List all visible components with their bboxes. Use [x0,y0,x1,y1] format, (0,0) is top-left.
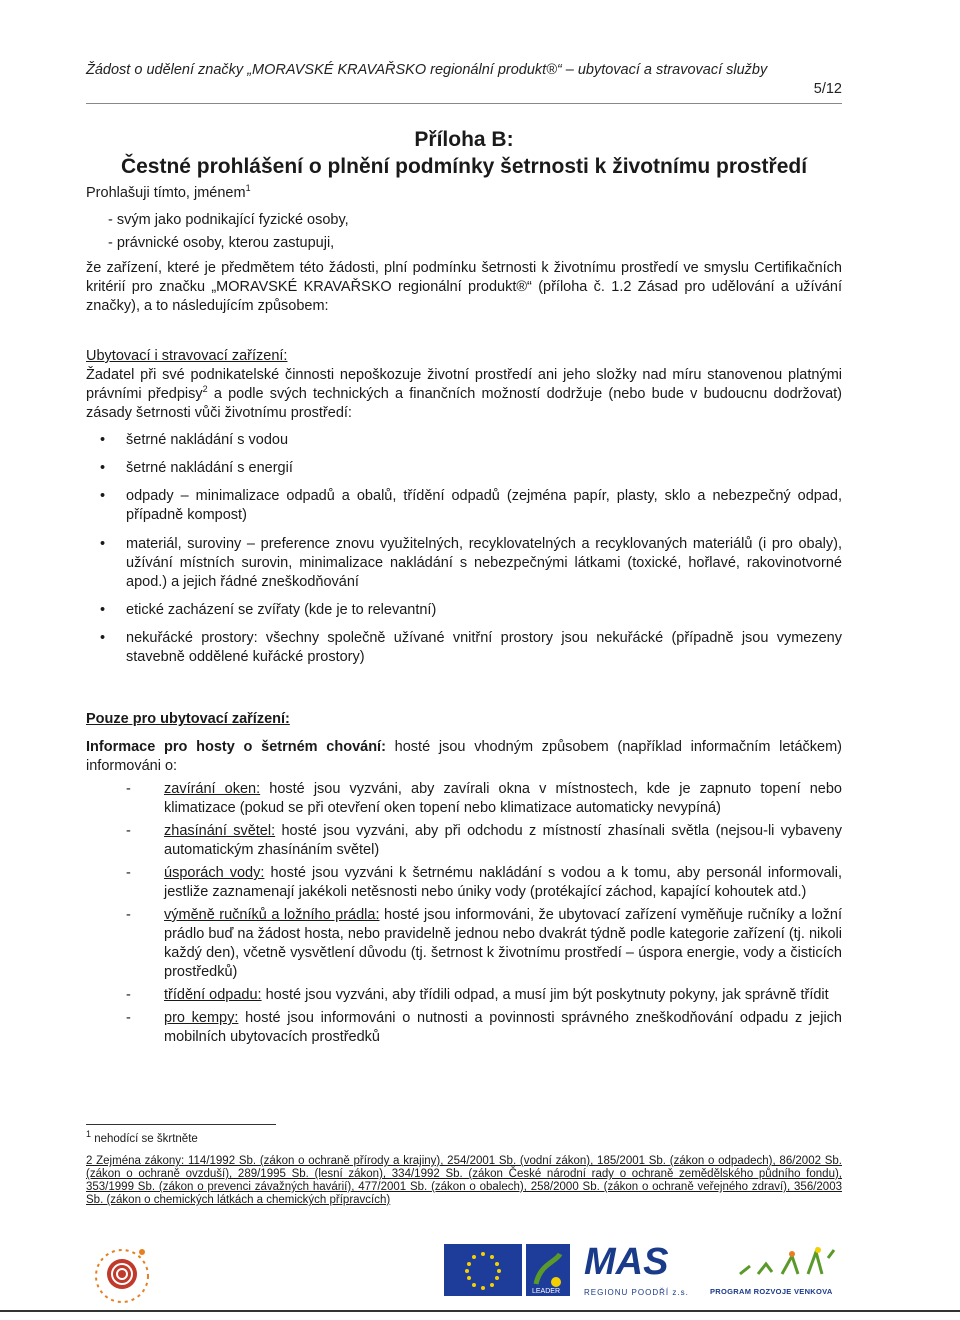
item-text: hosté jsou vyzváni, aby zavírali okna v místnostech, kde je zapnuto topení nebo klimatizace (pokud se při otevření oken topení nebo klimatizace automaticky nevypíná) [164,781,842,816]
bullet-text: šetrné nakládání s vodou [126,432,289,448]
list-item [86,601,842,620]
footnote-divider [86,1124,276,1125]
dash-icon: - [126,781,131,797]
page-number: 5/12 [813,81,842,97]
section1-text-b: a podle svých technických a finančních možností dodržuje (nebo bude v budoucnu dodržovat) zásady šetrnosti vůči životnímu prostředí: [86,386,842,421]
item-text: hosté jsou informováni, že ubytovací zařízení vyměňuje ručníky a ložní prádlo buď na žádost hosta, nebo pravidelně jednou nebo dvakrát týdně podle kategorie zařízení (tj. nikoli každý den), včetně vysvětlení důvodu (tj. šetrnost k životnímu prostředí – úspora energie, vody a čisticích prostředků) [164,907,843,980]
declare-text: Prohlašuji tímto, jménem [86,185,246,201]
bullet-text: nekuřácké prostory: všechny společně užívané vnitřní prostory jsou nekuřácké (případně jsou vymezeny stavebně oddělené kuřácké prostory) [126,630,842,665]
list-item [86,906,842,982]
bullet-icon: • [100,432,106,448]
logo-strip [86,1238,842,1308]
option-natural-person: - svým jako podnikající fyzické osoby, [108,212,349,228]
dash-icon: - [126,865,131,881]
section1-text-a: Žadatel při své podnikatelské činnosti nepoškozuje životní prostředí ani jeho složky nad míru stanovenou platnými právními předpisy [86,367,842,402]
item-label: zavírání oken: [164,781,261,797]
bullet-icon: • [100,536,106,552]
footnote-1-text: nehodící se škrtněte [94,1133,198,1145]
list-item [86,780,842,818]
appendix-title: Příloha B: [414,128,514,151]
list-item [86,822,842,860]
section1-text [86,366,842,423]
list-item [86,629,842,667]
guest-info-intro [86,738,842,776]
list-item [86,1009,842,1047]
program-label: PROGRAM ROZVOJE VENKOVA [710,1287,833,1296]
bullet-icon: • [100,460,106,476]
footnote-ref-2: 2 [202,384,208,395]
section1-heading: Ubytovací i stravovací zařízení: [86,348,288,364]
item-text: hosté jsou vyzváni k šetrnému nakládání s vodou a k tomu, aby personál informovali, jestliže zaznamenají jakékoli netěsnosti nebo úniky vody (protékající záchod, kapající kohoutek atd.) [164,865,842,900]
section-accommodation-only [86,710,842,729]
intro-body: že zařízení, které je předmětem této žádosti, plní podmínku šetrnosti k životnímu prostředí ve smyslu Certifikačních kritérií pro značku „MORAVSKÉ KRAVAŘSKO regionální produkt®“ (příloha č. 1.2 Zásad pro udělování a užívání značky), a to následujícím způsobem: [86,260,842,314]
dash-icon: - [126,907,131,923]
list-item [86,986,842,1005]
leader-logo [526,1244,570,1296]
mas-subtitle: REGIONU POODŘÍ z.s. [584,1288,689,1297]
declaration-title: Čestné prohlášení o plnění podmínky šetrnosti k životnímu prostředí [120,155,808,178]
program-rozvoje-venkova-logo [710,1244,842,1304]
eu-flag-icon [444,1244,522,1296]
item-text: hosté jsou informováni o nutnosti a povinnosti správného zneškodňování odpadu z jejich mobilních ubytovacích prostředků [164,1010,842,1045]
section-accommodation-catering [86,347,842,423]
bullet-text: odpady – minimalizace odpadů a obalů, třídění odpadů (zejména papír, plasty, sklo a nebezpečný odpad, případně kompost) [126,488,842,523]
principles-list [86,431,842,667]
item-label: pro kempy: [164,1010,239,1026]
document-header-title: Žádost o udělení značky „MORAVSKÉ KRAVAŘSKO regionální produkt®“ – ubytovací a stravovací služby [86,62,768,78]
mas-logo [584,1242,704,1302]
section2-heading: Pouze pro ubytovací zařízení: [86,711,290,727]
item-label: výměně ručníků a ložního prádla: [164,907,380,923]
bullet-icon: • [100,602,106,618]
dash-icon: - [126,987,131,1003]
footnote-1 [86,1129,842,1146]
item-text: hosté jsou vyzváni, aby třídili odpad, a musí jim být poskytnuty pokyny, jak správně třídit [261,987,829,1003]
list-item [86,535,842,592]
list-item [86,459,842,478]
option-legal-person: - právnické osoby, kterou zastupuji, [108,235,335,251]
item-label: zhasínání světel: [164,823,276,839]
leader-label: LEADER [532,1288,561,1295]
bullet-icon: • [100,488,106,504]
footnote-2: 2 Zejména zákony: 114/1992 Sb. (zákon o ochraně přírody a krajiny), 254/2001 Sb. (vodní zákon), 185/2001 Sb. (zákon o odpadech), 86/2002 Sb. (zákon o ochraně ovzduší), 289/1995 Sb. (lesní zákon), 334/1992 Sb. (zákon České národní rady o ochraně zemědělského půdního fondu), 353/1999 Sb. (zákon o prevenci závažných havárií), 477/2001 Sb. (zákon o obalech), 258/2000 Sb. (zákon o ochraně veřejného zdraví), 356/2003 Sb. (zákon o chemických látkách a chemických přípravcích) [86,1155,842,1206]
item-label: třídění odpadu: [164,987,262,1003]
item-label: úsporách vody: [164,865,265,881]
bullet-text: etické zacházení se zvířaty (kde je to relevantní) [126,602,437,618]
bottom-border [0,1310,960,1312]
prv-emblem-icon [710,1244,842,1282]
dash-icon: - [126,1010,131,1026]
list-item [86,864,842,902]
intro-declaration [86,184,842,203]
dash-icon: - [126,823,131,839]
item-text: hosté jsou vyzváni, aby při odchodu z místností zhasínali světla (nejsou-li vybaveny automatickým zhasínáním světel) [164,823,842,858]
list-item [86,431,842,450]
bullet-icon: • [100,630,106,646]
list-item [86,487,842,525]
bullet-text: materiál, suroviny – preference znovu využitelných, recyklovatelných a recyklovaných materiálů (i pro obaly), užívání místních surovin, minimalizace nakládání s nebezpečnými látkami (toxické, hořlavé, rakovinotvorné apod.) a jejich řádné zneškodňování [126,536,842,590]
header-divider [86,103,842,104]
guest-info-text: hosté jsou vhodným způsobem (například informačním letáčkem) informováni o: [86,739,842,774]
footnote-1-mark: 1 [86,1129,92,1140]
moravske-kravarsko-logo [86,1238,166,1308]
bullet-text: šetrné nakládání s energií [126,460,293,476]
guest-info-list [86,780,842,1047]
footnote-ref-1: 1 [245,183,251,194]
mas-label: MAS [584,1241,669,1283]
guest-info-label: Informace pro hosty o šetrném chování: [86,739,386,755]
